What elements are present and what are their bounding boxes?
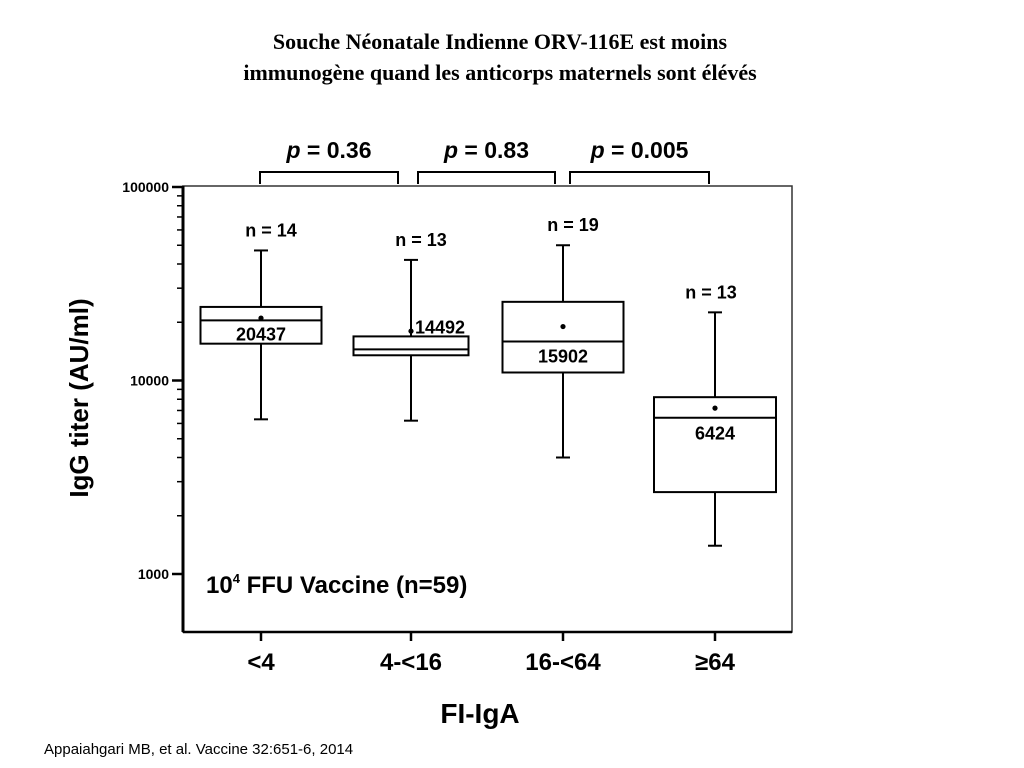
annotation-base: 10: [206, 572, 233, 599]
p-value: = 0.005: [604, 137, 689, 163]
y-axis-title: IgG titer (AU/ml): [64, 298, 94, 498]
p-value: = 0.36: [300, 137, 372, 163]
median-value-label: 6424: [694, 423, 736, 444]
mean-marker: [712, 406, 717, 411]
n-label: n = 19: [547, 215, 599, 236]
comparison-bracket: [260, 172, 398, 184]
y-tick-label: 1000: [137, 566, 169, 582]
x-tick-label: <4: [247, 649, 275, 676]
p-value-label: [285, 137, 371, 163]
n-label: n = 14: [245, 220, 297, 241]
y-tick-label: 100000: [122, 179, 169, 195]
comparison-bracket: [418, 172, 555, 184]
p-value: = 0.83: [458, 137, 530, 163]
median-value-label: 20437: [235, 324, 287, 345]
n-label: n = 13: [395, 229, 447, 250]
n-label: n = 13: [685, 282, 737, 303]
mean-marker: [560, 324, 565, 329]
x-tick-label: 4-<16: [379, 649, 443, 676]
annotation-text: FFU Vaccine (n=59): [239, 572, 468, 599]
p-symbol: p: [590, 137, 605, 163]
mean-marker: [408, 329, 413, 334]
title-line-2: immunogène quand les anticorps maternels sont élévés: [243, 60, 757, 85]
median-value-label: 14492: [415, 317, 466, 338]
median-value-label: 15902: [537, 346, 589, 367]
text-layer: [64, 137, 737, 729]
title-line-1: Souche Néonatale Indienne ORV-116E est moins: [272, 29, 728, 54]
y-tick-label: 10000: [130, 372, 169, 389]
vaccine-annotation: [206, 571, 467, 599]
p-symbol: p: [443, 137, 459, 163]
x-axis-title: FI-IgA: [440, 698, 520, 729]
annotation-exponent: 4: [232, 571, 240, 586]
p-value-label: [590, 137, 689, 163]
comparison-bracket: [570, 172, 709, 184]
x-tick-label: 16-<64: [525, 649, 601, 676]
iqr-box: [354, 336, 469, 355]
iqr-box: [654, 397, 776, 492]
mean-marker: [258, 316, 263, 321]
p-value-label: [443, 137, 529, 163]
citation: Appaiahgari MB, et al. Vaccine 32:651-6, 2014: [44, 741, 354, 758]
x-tick-label: ≥64: [695, 649, 735, 676]
p-symbol: p: [286, 137, 301, 163]
